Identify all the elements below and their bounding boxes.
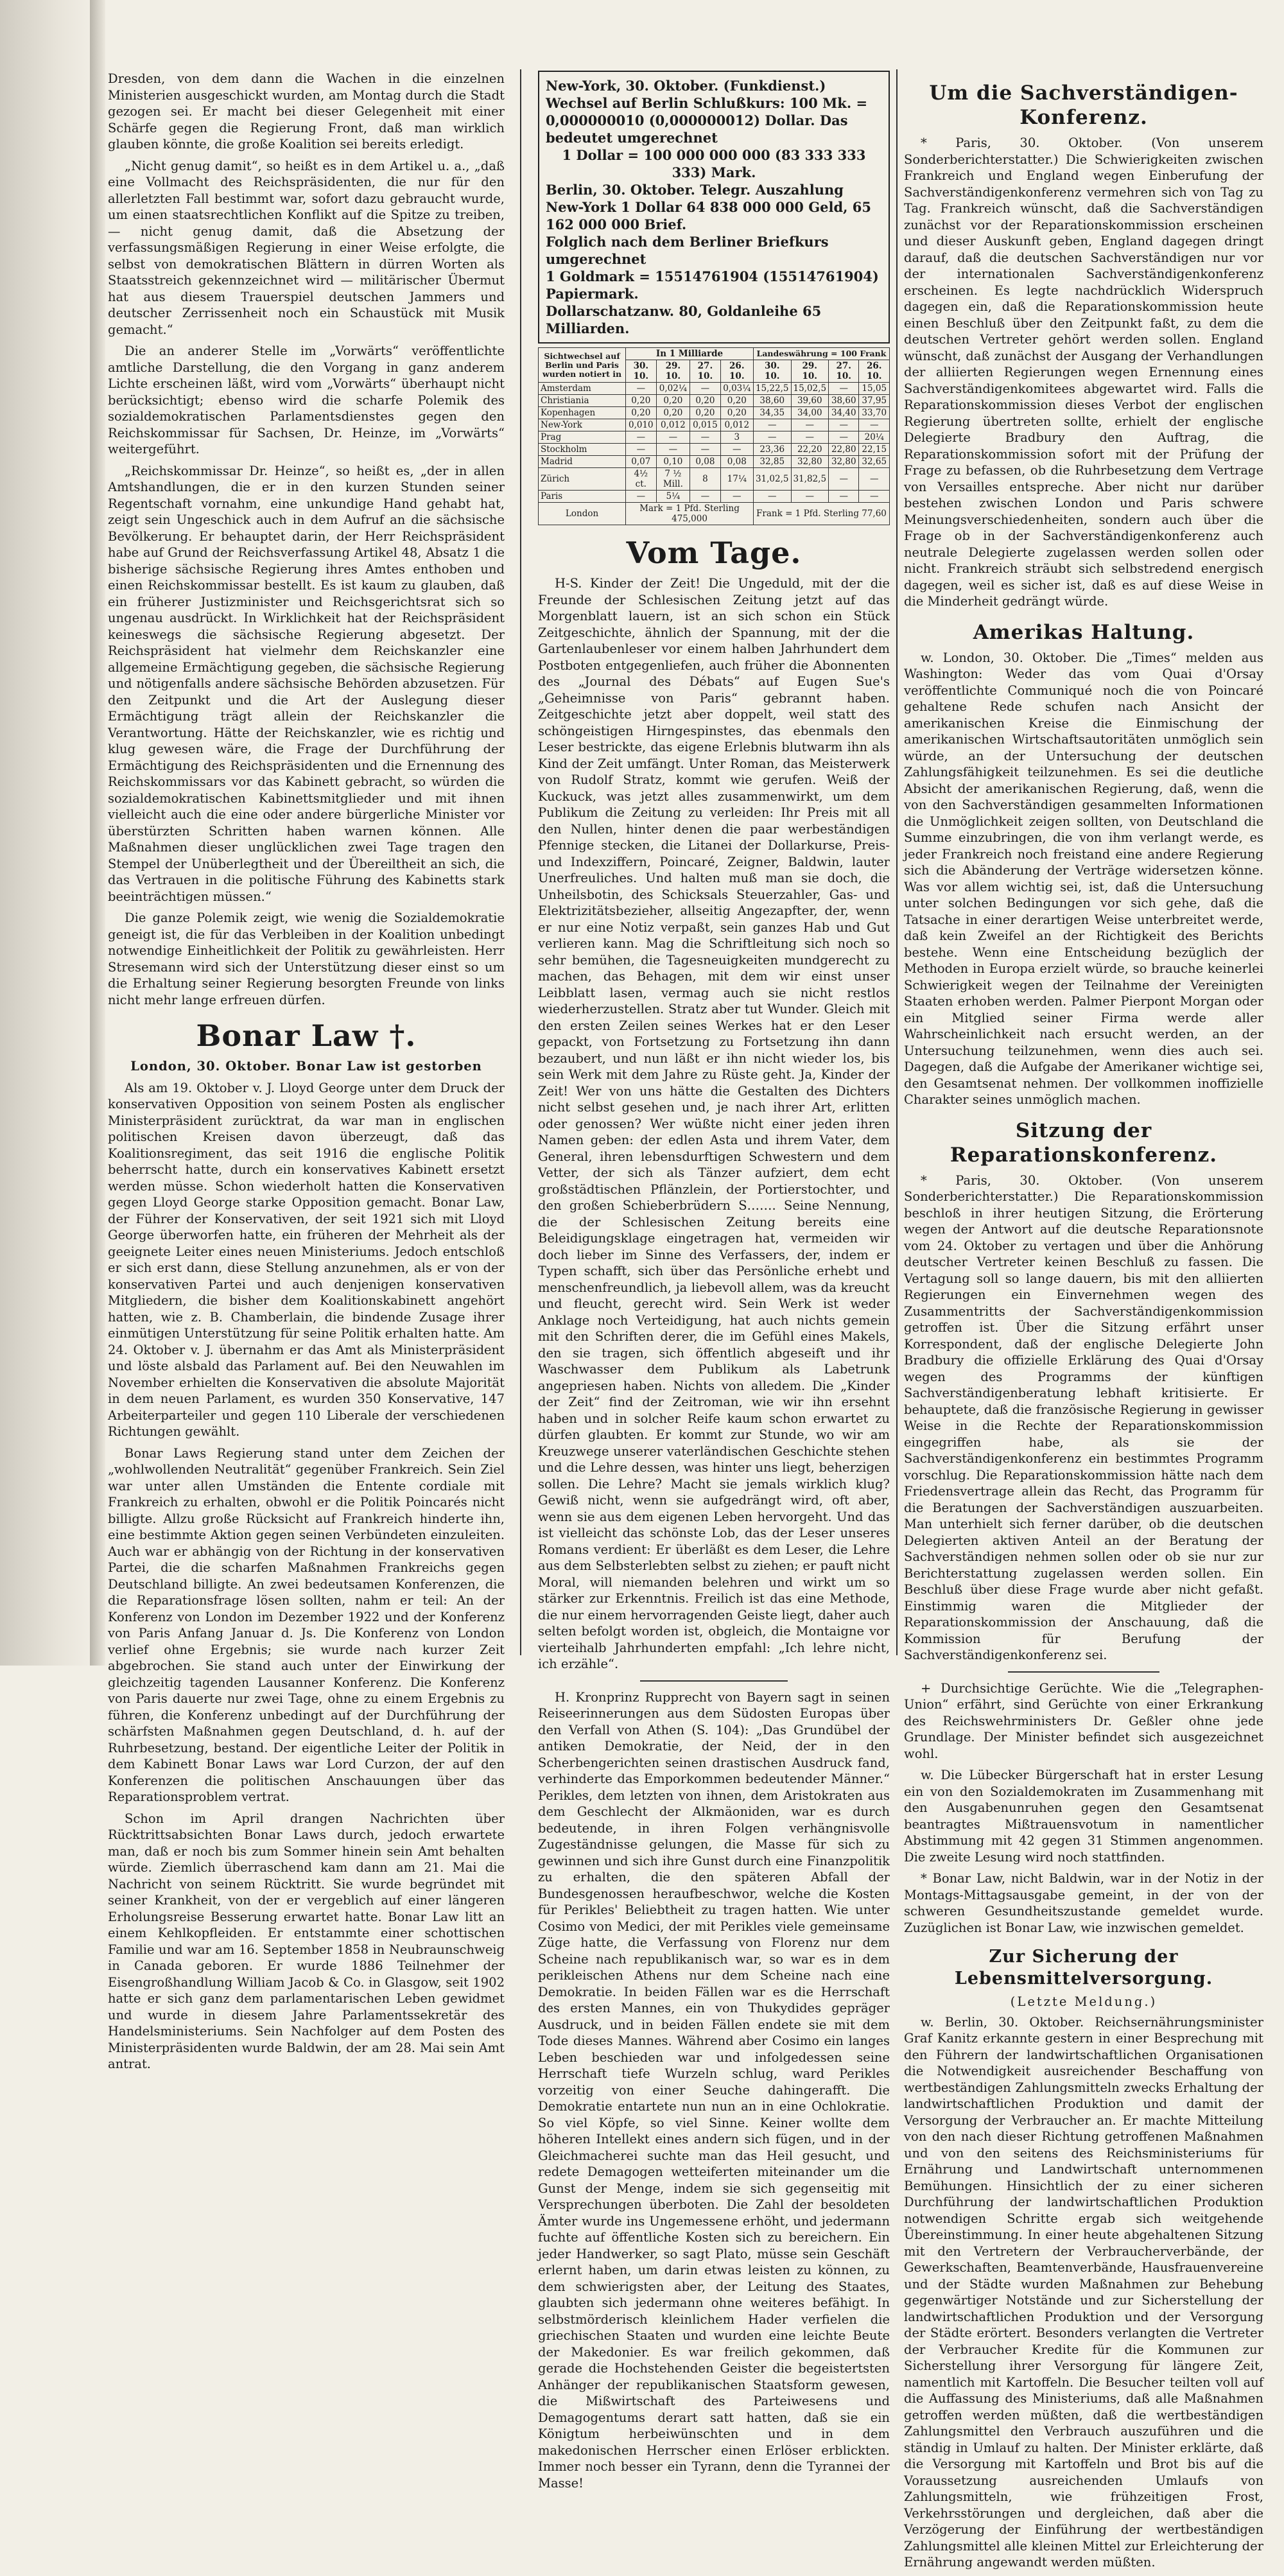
table-header: Sichtwechsel auf Berlin und Paris wurden notiert in (539, 348, 626, 383)
rate-cell: — (626, 491, 656, 503)
rate-cell: 0,10 (656, 456, 690, 468)
rate-cell: 31,02,5 (753, 468, 791, 491)
rate-cell: 34,40 (829, 407, 859, 419)
city-cell: Kopenhagen (539, 407, 626, 419)
rate-cell: 15,02,5 (791, 383, 829, 395)
rate-cell: — (720, 491, 753, 503)
rate-cell: 34,00 (791, 407, 829, 419)
article-paragraph: H-S. Kinder der Zeit! Die Ungeduld, mit der die Freunde der Schlesischen Zeitung jetzt auf das Morgenblatt lauern, ist an sich schon ein Stück Zeitgeschichte, ähnlich der Spannung, mit der die Gartenlaubenleser vor einem halben Jahrhundert dem Postboten entgegenliefen, auch früher die Abonnenten des „Journal des Débats“ auf Eugen Sue's „Geheimnisse von Paris“ gebrannt haben. Zeitgeschichte jetzt aber doppelt, weil statt des schöngeistigen Hirngespinstes, das ebenmals den Leser bestrickte, das eigene Erlebnis blutwarm ihn als Kind der Zeit umfängt. Unter Roman, das Meisterwerk von Rudolf Stratz, kommt wie gerufen. Weiß der Kuckuck, was jetzt alles zusammenwirkt, um dem Publikum die Zeitung zu verleiden: Ihr Preis mit all den Nullen, hinter denen die paar werbeständigen Pfennige stecken, die Litanei der Dollarkurse, Preis- und Indexziffern, Poincaré, Zeigner, Baldwin, lauter Unerfreuliches. Und halten muß man sie doch, die Unheilsbotin, des Schicksals Steuerzahler, Gas- und Elektrizitätsbezieher, allseitig Angezapfter, der, wenn er nur eine Notiz verpaßt, sein ganzes Hab und Gut verlieren kann. Mag die Schriftleitung sich noch so sehr bemühen, die Tagesneuigkeiten mundgerecht zu machen, das Behagen, mit dem wir einst unser Leibblatt lasen, vermag auch sie nicht restlos wiederherzustellen. Stratz aber tut Wunder. Gleich mit den ersten Zeilen seines Werkes hat er den Leser gepackt, von Fortsetzung zu Fortsetzung ihn dann bezaubert, und nun läßt er ihn nicht wieder los, bis sein Werk mit dem Jahre zu Rüste geht. Ja, Kinder der Zeit! Wer von uns hätte die Gestalten des Dichters nicht selbst gesehen und, je nach ihrer Art, erlitten oder genossen? Wer wüßte nicht einer jeden ihren Namen geben: der edlen Asta und ihrem Vater, dem General, ihren lebensdurftigen Schwestern und dem Vetter, der sich als Tänzer aufziert, dem echt großstädtischen Pflänzlein, der Portierstochter, und den großen Schieberbrüdern S……. Seine Nennung, die der Schlesischen Zeitung bereits eine Beleidigungsklage eingetragen hat, vermeiden wir doch lieber im Sinne des Verfassers, der, indem er Typen schafft, sich über das Persönliche erhebt und menschenfreundlich, ja liebevoll allem, was da kreucht und fleucht, gerecht wird. Sein Werk ist weder Anklage noch Verteidigung, hat auch nichts gemein mit den Schriften derer, die im Gefühl eines Makels, den sie tragen, sich öffentlich abgeseift und ihr Waschwasser dem Publikum als Labetrunk angepriesen haben. Nichts von alledem. Die „Kinder der Zeit“ find der Zeitroman, wie wir ihn ersehnt haben und in solcher Reife kaum schon erwartet zu dürfen glaubten. Er kommt zur Stunde, wo wir am Kreuzwege unserer vaterländischen Geschichte stehen und die Lehre dessen, was hinter uns liegt, beherzigen sollen. Die Lehre? Macht sie jemals wirklich klug? Gewiß nicht, wenn sie aufgedrängt wird, oft aber, wenn sie aus dem eigenen Leben hervorgeht. Und das ist vielleicht das schönste Lob, das der Leser unseres Romans verdient: Er überläßt es dem Leser, die Lehre aus dem Selbsterlebten selbst zu ziehen; er pauft nicht Moral, will niemanden belehren und wirkt um so stärker zur Erkenntnis. Freilich ist das eine Methode, die nur einem hervorragenden Geiste liegt, daher auch selten befolgt worden ist, obgleich, die Montaigne vor vierteihalb Jahrhunderten empfahl: „Ich lehre nicht, ich erzähle“. (538, 576, 890, 1671)
rate-cell: 22,20 (791, 444, 829, 456)
city-cell: Christiania (539, 395, 626, 407)
article-paragraph: „Nicht genug damit“, so heißt es in dem Artikel u. a., „daß eine Vollmacht des Reichspräsidenten, die nur für den allerletzten Fall bestimmt war, sofort dazu gebraucht wurde, um einen staatsrechtlichen Konflikt auf die Spitze zu treiben, — nicht genug damit, daß die Absetzung der verfassungsmäßigen Regierung in einer Weise erfolgte, die selbst von demokratischen Blättern in dürren Worten als Staatsstreich gekennzeichnet wird — militärischer Übermut hat aus diesem Trauerspiel deutschen Jammers und deutscher Zerrissenheit noch ein Schaustück mit Musik gemacht.“ (108, 158, 505, 337)
rate-cell: 0,010 (626, 419, 656, 431)
rate-cell: — (829, 468, 859, 491)
city-cell: London (539, 503, 626, 525)
rate-cell: — (690, 383, 720, 395)
rate-cell: — (626, 431, 656, 444)
column-rule-2 (896, 69, 898, 1655)
rate-cell: 37,95 (859, 395, 890, 407)
table-row (539, 431, 890, 444)
rate-cell: 33,70 (859, 407, 890, 419)
rate-cell: — (720, 444, 753, 456)
rate-cell: 0,20 (656, 407, 690, 419)
article-paragraph: Dresden, von dem dann die Wachen in die einzelnen Ministerien ausgeschickt wurden, am Montag durch die Stadt gezogen sei. Er macht bei dieser Gelegenheit mit einer Schärfe gegen die Regierung Front, daß man wirklich glauben könnte, die große Koalition sei bereits erledigt. (108, 71, 505, 152)
rate-cell: 22,80 (829, 444, 859, 456)
rate-cell: — (791, 419, 829, 431)
rate-cell: 32,85 (753, 456, 791, 468)
table-row (539, 407, 890, 419)
city-cell: Stockholm (539, 444, 626, 456)
article-paragraph: Bonar Laws Regierung stand unter dem Zeichen der „wohlwollenden Neutralität“ gegenüber Frankreich. Sein Ziel war unter allen Umständen die Entente cordiale mit Frankreich zu erhalten, obwohl er die Politik Poincarés nicht billigte. Allzu große Rücksicht auf Frankreich hinderte ihn, eine bestimmte Aktion gegen seinen Verbündeten einzuleiten. Auch war er abhängig von der Richtung in der konservativen Partei, die die scharfen Maßnahmen Frankreichs gegen Deutschland billigte. An zwei bedeutsamen Konferenzen, die die Reparationsfrage lösen sollten, nahm er teil: An der Konferenz von London im Dezember 1922 und der Konferenz von Paris Anfang Januar d. Js. Die Konferenz von London verlief ohne Ergebnis; sie wurde nach kurzer Zeit abgebrochen. Sie stand auch unter der Einwirkung der gleichzeitig tagenden Lausanner Konferenz. Die Konferenz von Paris dauerte nur zwei Tage, ohne zu einem Ergebnis zu führen, die Konferenz unbedingt auf der Durchführung der schärfsten Maßnahmen gegen Deutschland, d. h. auf der Ruhrbesetzung, bestand. Der eigentliche Leiter der Politik in dem Kabinett Bonar Laws war Lord Curzon, der auf den Konferenzen die politischen Anschauungen über das Reparationsproblem vertrat. (108, 1445, 505, 1804)
city-cell: Madrid (539, 456, 626, 468)
rate-cell: 0,20 (626, 407, 656, 419)
rate-cell: — (690, 444, 720, 456)
section-divider (1008, 1671, 1159, 1673)
rate-cell: 32,80 (791, 456, 829, 468)
article-paragraph: w. Berlin, 30. Oktober. Reichsernährungsminister Graf Kanitz erkannte gestern in einer Besprechung mit den Führern der landwirtschaftlichen Organisationen die Notwendigkeit ausreichender Beschaffung von wertbeständigen Zahlungsmitteln zwecks Erhaltung der landwirtschaftlichen Produktion und damit der Versorgung der Verbraucher an. Er machte Mitteilung von den nach dieser Richtung getroffenen Maßnahmen und von den seitens des Reichsministeriums für Ernährung und Landwirtschaft unternommenen Bemühungen. Hinsichtlich der zu einer sicheren Durchführung der landwirtschaftlichen Produktion notwendigen Schritte ergab sich weitgehende Übereinstimmung. In einer heute abgehaltenen Sitzung mit den Vertretern der Verbraucherverbände, der Gewerkschaften, Beamtenverbände, Hausfrauenvereine und der Städte wurden Maßnahmen zur Behebung gegenwärtiger Notstände und zur Sicherstellung der landwirtschaftlichen Produktion und der Versorgung der Städte erörtert. Besonders verlangten die Vertreter der Verbraucher Kredite für die Kommunen zur Sicherstellung ihrer Versorgung für längere Zeit, namentlich mit Kartoffeln. Die Besucher teilten voll auf die Auffassung des Ministeriums, daß alle Maßnahmen getroffen werden müßten, daß die wertbeständigen Zahlungsmittel den Verbrauch auszuführen und die ständig in Umlauf zu halten. Der Minister erklärte, daß die Versorgung mit Kartoffeln und Brot bis auf die Voraussetzung ausreichenden Umlaufs von Zahlungsmitteln, wie frühzeitigen Frost, Verkehrsstörungen und dergleichen, daß aber die Verzögerung der Einführung der wertbeständigen Zahlungsmittel alle kleinen Mittel zur Erleichterung der Ernährung angewandt werden müßten. (904, 2014, 1263, 2570)
subheadline: (Letzte Meldung.) (1010, 1994, 1158, 2009)
date-header: 26. 10. (859, 360, 890, 383)
rate-cell: 32,80 (829, 456, 859, 468)
rate-cell: 0,20 (720, 407, 753, 419)
rate-cell: 7 ½ Mill. (656, 468, 690, 491)
rate-cell: 0,015 (690, 419, 720, 431)
rate-cell: — (690, 491, 720, 503)
table-row (539, 491, 890, 503)
rate-cell: 0,02¼ (656, 383, 690, 395)
rate-cell: 5¼ (656, 491, 690, 503)
city-cell: Amsterdam (539, 383, 626, 395)
table-row (539, 383, 890, 395)
rate-cell: 4½ ct. (626, 468, 656, 491)
date-header: 27. 10. (690, 360, 720, 383)
article-paragraph: * Paris, 30. Oktober. (Von unserem Sonderberichterstatter.) Die Schwierigkeiten zwischen Frankreich und England wegen Einberufung der Sachverständigenkonferenz vermehren sich von Tag zu Tag. Frankreich wünscht, daß die Sachverständigen zunächst vor der Reparationskommission erscheinen und dieser Auskunft geben, England dagegen dringt darauf, daß die deutschen Sachverständigen nur vor der internationalen Sachverständigenkonferenz erscheinen. Es legte nachdrücklich Widerspruch dagegen ein, daß die Reparationskommission heute einen Beschluß über den Zeitpunkt faßt, zu dem die deutschen Vertreter gehört werden sollen. England wünscht, daß zunächst der Ausgang der Verhandlungen der alliierten Regierungen wegen Ernennung eines Sachverständigenkomitees abgewartet wird. Falls die Reparationskommission dieses Verbot der englischen Regierung übertreten sollte, erhielt der englische Delegierte Bradbury den Auftrag, die Reparationskommission sofort mit der Prüfung der Frage zu befassen, ob die Ruhrbesetzung dem Vertrage von Versailles entspreche. Aber nicht nur darüber bestehen zwischen London und Paris schwere Meinungsverschiedenheiten, sondern auch über die Frage ob in der Sachverständigenkonferenz auch neutrale Delegierte zugelassen werden sollen oder nicht. Frankreich sträubt sich selbstredend energisch dagegen, weil es sicher ist, daß es auf diese Weise in die Minderheit gedrängt würde. (904, 135, 1263, 609)
city-cell: New-York (539, 419, 626, 431)
rate-cell: 31,82,5 (791, 468, 829, 491)
rate-cell: 0,08 (720, 456, 753, 468)
news-note: + Durchsichtige Gerüchte. Wie die „Telegraphen-Union“ erfährt, sind Gerüchte von einer Erkrankung des Reichswehrministers Dr. Geßler ohne jede Grundlage. Der Minister befindet sich ausgezeichnet wohl. (904, 1680, 1263, 1761)
exchange-rate-box (538, 71, 890, 344)
rate-cell: 0,20 (690, 407, 720, 419)
article-paragraph: Schon im April drangen Nachrichten über Rücktrittsabsichten Bonar Laws durch, jedoch erwartete man, daß er noch bis zum Sommer hinein sein Amt behalten würde. Ziemlich überraschend kam dann am 21. Mai die Nachricht von seinem Rücktritt. Sie wurde begründet mit seiner Krankheit, von der er vergeblich auf einer längeren Erholungsreise Besserung erwartet hatte. Bonar Law litt an einem Kehlkopfleiden. Er entstammte einer schottischen Familie und war am 16. September 1858 in Neubraunschweig in Canada geboren. Er wurde 1886 Teilnehmer der Eisengroßhandlung William Jacob & Co. in Glasgow, seit 1902 hatte er sich ganz dem parlamentarischen Leben gewidmet und wurde in diesem Jahre Parlamentssekretär des Handelsministeriums. Sein Nachfolger auf dem Posten des Ministerpräsidenten wurde Baldwin, der am 28. Mai sein Amt antrat. (108, 1811, 505, 2071)
rate-cell: 0,012 (720, 419, 753, 431)
article-paragraph: w. London, 30. Oktober. Die „Times“ melden aus Washington: Weder das vom Quai d'Orsay veröffentlichte Communiqué noch die von Poincaré gehaltene Rede schufen nach Ansicht der amerikanischen Kreise die Einmischung der amerikanischen Wirtschaftsautoritäten unmöglich sein würde, an der Untersuchung der deutschen Zahlungsfähigkeit teilzunehmen. Es sei die deutliche Absicht der amerikanischen Regierung, daß, wenn die von den Sachverständigen gesammelten Informationen die Unmöglichkeit zeigen sollten, von Deutschland die Summe einzubringen, die von ihm verlangt werde, es jeder Frankreich noch freistand eine andere Regierung sich die Abänderung der Verträge widersetzen könne. Was vor allem wichtig sei, ist, daß die Untersuchung unter solchen Bedingungen vor sich gehe, daß die Tatsache in einer derartigen Weise unterbreitet werde, daß kein Zweifel an der Richtigkeit des Berichts bestehe. Wenn eine Entscheidung bezüglich der Methoden in Europa erzielt würde, so brauche keinerlei Schwierigkeit wegen der Teilnahme der Vereinigten Staaten erhoben werden. Palmer Pierpont Morgan oder ein Mitglied seiner Firma werde aller Wahrscheinlichkeit nach ersucht werden, an der Untersuchung teilzunehmen, wenn dies auch sei. Dagegen, daß die Aufgabe der Amerikaner wichtige sei, den Gesamtsenat nehmen. Der vollkommen inoffizielle Charakter seines unmöglich machen. (904, 650, 1263, 1107)
date-header: 29. 10. (656, 360, 690, 383)
rate-cell: — (626, 444, 656, 456)
rate-cell: — (791, 491, 829, 503)
rate-cell: — (753, 419, 791, 431)
rate-cell: 0,20 (720, 395, 753, 407)
london-mark-cell: Mark = 1 Pfd. Sterling 475,000 (626, 503, 754, 525)
table-row (539, 444, 890, 456)
column-right (904, 71, 1263, 2576)
rate-cell: — (829, 419, 859, 431)
exchange-line: 1 Dollar = 100 000 000 000 (83 333 333 333) Mark. (562, 147, 866, 180)
headline-amerika: Amerikas Haltung. (973, 620, 1195, 644)
rate-cell: 0,08 (690, 456, 720, 468)
book-binding (0, 0, 104, 1666)
dateline: London, 30. Oktober. Bonar Law ist gestorben (130, 1059, 482, 1074)
rate-cell: 8 (690, 468, 720, 491)
table-row (539, 395, 890, 407)
article-paragraph: H. Kronprinz Rupprecht von Bayern sagt in seinen Reiseerinnerungen aus dem Südosten Europas über den Verfall von Athen (S. 104): „Das Grundübel der antiken Demokratie, der Neid, der in den Scherbengerichten seinen drastischen Ausdruck fand, verhinderte das Emporkommen bedeutender Männer.“ Perikles, dem letzten von ihnen, dem Aristokraten aus dem Geschlecht der Alkmäoniden, war es durch bedeutende, in ihren Folgen verhängnisvolle Zugeständnisse gelungen, die Masse für sich zu gewinnen und sich ihre Gunst durch eine Finanzpolitik zu erhalten, die den späteren Abfall der Bundesgenossen heraufbeschwor, welche die Kosten für Perikles' Beliebtheit zu tragen hatten. Wie unter Cosimo von Medici, der mit Perikles viele gemeinsame Züge hatte, die Verfassung von Florenz nur dem Scheine nach republikanisch war, so war es in dem perikleischen Athens nur dem Scheine nach eine Demokratie. In beiden Fällen war es die Herrschaft des ersten Mannes, ein von Thukydides gepräger Ausdruck, und in beiden Fällen endete sie mit dem Tode dieses Mannes. Während aber Cosimo ein langes Leben beschieden war und infolgedessen seine Herrschaft tiefe Wurzeln schlug, ward Perikles vorzeitig von einer Seuche dahingerafft. Die Demokratie entartete nun nun an in eine Ochlokratie. So viel Köpfe, so viel Sinne. Keiner wollte dem höheren Intellekt eines andern sich fügen, und in der Gleichmacherei suchte man das Heil gesucht, und redete Demagogen wetteiferten miteinander um die Gunst der Menge, indem sie sich gegenseitig mit Versprechungen überboten. Die Zahl der besoldeten Ämter wurde ins Ungemessene erhöht, und jedermann fuchte auf öffentliche Kosten sich zu bereichern. Ein jeder Handwerker, so sagt Plato, müsse sein Geschäft erlernt haben, um darin etwas leisten zu können, zu dem schwierigsten aber, der Leitung des Staates, glaubten sich jedermann ohne weiteres befähigt. In selbstmörderisch kleinlichem Hader verfielen die griechischen Staaten und wurden eine leichte Beute der Makedonier. Es war freilich gekommen, daß gerade die Hochstehenden Geister die begeistertsten Anhänger der republikanischen Staatsform gewesen, die Mißwirtschaft des Parteiwesens und Demagogentums derart satt hatten, daß sie ein Königtum herbeiwünschten und in dem makedonischen Herrscher einen Erlöser erblickten. Immer noch besser ein Tyrann, denn die Tyrannei der Masse! (538, 1689, 890, 2491)
rate-cell: 0,012 (656, 419, 690, 431)
table-row (539, 468, 890, 491)
headline-lebensmittel: Zur Sicherung der Lebensmittelversorgung. (954, 1947, 1213, 1989)
date-header: 30. 10. (626, 360, 656, 383)
rate-cell: — (829, 491, 859, 503)
rate-cell: — (753, 491, 791, 503)
article-paragraph: Die ganze Polemik zeigt, wie wenig die Sozialdemokratie geneigt ist, die für das Verbleiben in der Koalition unbedingt notwendige Einheitlichkeit der Politik zu gewährleisten. Herr Stresemann wird sich der Unterstützung dieser einst so um die Erhaltung seiner Regierung besorgten Freunde von links nicht mehr lange erfreuen dürfen. (108, 910, 505, 1007)
exchange-line: Dollarschatzanw. 80, Goldanleihe 65 Milliarden. (546, 303, 822, 336)
news-note: w. Die Lübecker Bürgerschaft hat in erster Lesung ein von den Sozialdemokraten im Zusammenhang mit den Ausgabenunruhen gegen den Gesamtsenat beantragtes Mißtrauensvotum in namentlicher Abstimmung mit 42 gegen 31 Stimmen angenommen. Die zweite Lesung wird noch stattfinden. (904, 1768, 1263, 1865)
rate-cell: 0,03¼ (720, 383, 753, 395)
headline-bonar-law: Bonar Law †. (196, 1018, 417, 1053)
rate-cell: 22,15 (859, 444, 890, 456)
column-left (108, 71, 505, 2078)
table-header: Landeswährung = 100 Frank (753, 348, 889, 360)
city-cell: Paris (539, 491, 626, 503)
rate-cell: — (656, 444, 690, 456)
rate-cell: 15,05 (859, 383, 890, 395)
rate-cell: 38,60 (829, 395, 859, 407)
rate-cell: — (859, 491, 890, 503)
rate-cell: 17¼ (720, 468, 753, 491)
article-paragraph: Die an anderer Stelle im „Vorwärts“ veröffentlichte amtliche Darstellung, die den Vorgang in ganz anderem Lichte erscheinen läßt, wird vom „Vorwärts“ überhaupt nicht berücksichtigt; ebenso wird die scharfe Polemik des sozialdemokratischen Parlamentsdienstes gegen den Reichskommissar für Sachsen, Dr. Heinze, im „Vorwärts“ weitergeführt. (108, 344, 505, 457)
exchange-line: New-York, 30. Oktober. (Funkdienst.) Wechsel auf Berlin Schlußkurs: 100 Mk. = 0,000000010 (0,000000012) Dollar. Das bedeutet umgerechnet (546, 78, 868, 146)
rate-cell: — (656, 431, 690, 444)
rate-cell: — (626, 383, 656, 395)
table-header: In 1 Milliarde (626, 348, 754, 360)
rate-cell: 0,20 (656, 395, 690, 407)
date-header: 30. 10. (753, 360, 791, 383)
rate-cell: 32,65 (859, 456, 890, 468)
rate-cell: 39,60 (791, 395, 829, 407)
rate-cell: 0,07 (626, 456, 656, 468)
exchange-line: Folglich nach dem Berliner Briefkurs umgerechnet (546, 234, 829, 267)
section-divider (640, 1680, 788, 1682)
rate-cell: 3 (720, 431, 753, 444)
rate-cell: 20¼ (859, 431, 890, 444)
article-paragraph: „Reichskommissar Dr. Heinze“, so heißt es, „der in allen Amtshandlungen, die er in den kurzen Stunden seiner Regentschaft vornahm, eine unkundige Hand gehabt hat, zeigt sein Ungeschick auch in dem Aufruf an die sächsische Bevölkerung. Er behauptet darin, der Herr Reichspräsident habe auf Grund der Reichsverfassung Artikel 48, Absatz 1 die bisherige sächsische Regierung ihres Amtes enthoben und einen Reichskommissar bestellt. Es ist kaum zu glauben, daß ein früherer Justizminister und Reichsgerichtsrat sich so ungenau ausdrückt. In Wirklichkeit hat der Reichspräsident keineswegs die sächsische Regierung abgesetzt. Der Reichspräsident hat vielmehr dem Reichskanzler eine allgemeine Ermächtigung gegeben, die sächsische Regierung und nötigenfalls andere sächsische Behörden abzusetzen. Für den Zeitpunkt und die Art der Auslegung dieser Ermächtigung trägt allein der Reichskanzler die Verantwortung. Hätte der Reichskanzler, wie es richtig und klug gewesen wäre, die Frage der Durchführung der Ermächtigung des Reichspräsidenten und die Ernennung des Reichskommissars vor das Kabinett gebracht, so würden die sozialdemokratischen Kabinettsmitglieder und mit ihnen vielleicht auch die eine oder andere bürgerliche Minister vor überstürzten Schritten haben warnen können. Alle Maßnahmen dieser unglücklichen zwei Tage tragen den Stempel der Unüberlegtheit und der Übereiltheit an sich, die das Vertrauen in die politische Führung des Kabinetts stark beeinträchtigen müssen.“ (108, 463, 505, 904)
table-row (539, 456, 890, 468)
city-cell: Zürich (539, 468, 626, 491)
rate-cell: — (859, 419, 890, 431)
column-rule-1 (520, 69, 521, 1655)
column-middle (538, 71, 890, 2496)
headline-sachverstaendigen: Um die Sachverständigen-Konferenz. (929, 82, 1238, 129)
exchange-table (538, 347, 890, 525)
headline-vom-tage: Vom Tage. (626, 535, 802, 570)
rate-cell: 38,60 (753, 395, 791, 407)
london-frank-cell: Frank = 1 Pfd. Sterling 77,60 (753, 503, 889, 525)
exchange-line: Berlin, 30. Oktober. Telegr. Auszahlung New-York 1 Dollar 64 838 000 000 Geld, 65 162 000 000 Brief. (546, 182, 871, 232)
rate-cell: — (829, 431, 859, 444)
rate-cell: 34,35 (753, 407, 791, 419)
table-row (539, 419, 890, 431)
rate-cell: — (690, 431, 720, 444)
table-row-london (539, 503, 890, 525)
date-header: 26. 10. (720, 360, 753, 383)
page-fold (90, 0, 105, 1666)
rate-cell: — (791, 431, 829, 444)
rate-cell: 15,22,5 (753, 383, 791, 395)
rate-cell: 0,20 (690, 395, 720, 407)
rate-cell: 23,36 (753, 444, 791, 456)
rate-cell: — (753, 431, 791, 444)
city-cell: Prag (539, 431, 626, 444)
headline-sitzung: Sitzung der Reparationskonferenz. (950, 1118, 1218, 1167)
date-header: 27. 10. (829, 360, 859, 383)
rate-cell: — (829, 383, 859, 395)
news-note: * Bonar Law, nicht Baldwin, war in der Notiz in der Montags-Mittagsausgabe gemeint, in der von der schweren Gesundheitszustande gemeldet wurde. Zuzüglichen ist Bonar Law, wie inzwischen gemeldet. (904, 1871, 1263, 1935)
article-paragraph: Als am 19. Oktober v. J. Lloyd George unter dem Druck der konservativen Opposition von seinem Posten als englischer Ministerpräsident zurücktrat, da war man in englischen politischen Kreisen davon überzeugt, daß das Koalitionsregiment, das seit 1916 die englische Politik beherrscht hatte, durch ein konservatives Kabinett ersetzt werden müsse. Schon wiederholt hatten die Konservativen gegen Lloyd George starke Opposition gemacht. Bonar Law, der Führer der Konservativen, der seit 1921 sich mit Lloyd George überworfen hatte, ein früheren der Mehrheit als der geeignete Leiter eines neuen Ministeriums. Jedoch entschloß er sich erst dann, diese Stellung anzunehmen, als er von der konservativen Partei und auch denjenigen konservativen Mitgliedern, die bisher dem Koalitionskabinett angehört hatten, wie z. B. Chamberlain, die bindende Zusage ihrer einmütigen Unterstützung für seine Politik erhalten hatte. Am 24. Oktober v. J. übernahm er das Amt als Ministerpräsident und löste alsbald das Parlament auf. Bei den Neuwahlen im November erhielten die Konservativen die absolute Majorität in dem neuen Parlament, es wurden 350 Konservative, 147 Arbeiterparteiler und gegen 110 Liberale der verschiedenen Richtungen gewählt. (108, 1080, 505, 1439)
exchange-line: 1 Goldmark = 15514761904 (15514761904) Papiermark. (546, 268, 879, 302)
rate-cell: 0,20 (626, 395, 656, 407)
rate-cell: — (859, 468, 890, 491)
article-paragraph: * Paris, 30. Oktober. (Von unserem Sonderberichterstatter.) Die Reparationskommission beschloß in ihrer heutigen Sitzung, die Erörterung wegen der Antwort auf die deutsche Reparationsnote vom 24. Oktober zu vertagen und über die Anhörung deutscher Vertreter keinen Beschluß zu fassen. Die Vertagung soll so lange dauern, bis mit den alliierten Regierungen ein Einvernehmen wegen des Zusammentritts der Sachverständigenkommission getroffen ist. Über die Sitzung erfährt unser Korrespondent, daß der englische Delegierte John Bradbury die offizielle Erklärung des Quai d'Orsay wegen des Programms der künftigen Sachverständigenberatung lebhaft kritisierte. Er behauptete, daß die französische Regierung in gewisser Weise in die Rechte der Reparationskommission eingegriffen habe, als sie der Sachverständigenkonferenz ein bestimmtes Programm vorschlug. Die Reparationskommission hätte nach dem Friedensvertrage allein das Recht, das Programm für die Beratungen der Sachverständigen auszuarbeiten. Man unterhielt sich ferner darüber, ob die deutschen Delegierten aktiven Anteil an der Beratung der Sachverständigen nehmen sollen oder ob sie nur zur Berichterstattung zugelassen werden sollen. Ein Beschluß über diese Frage wurde aber nicht gefaßt. Einstimmig waren die Mitglieder der Reparationskommission der Anschauung, daß die Kommission für Berufung der Sachverständigenkonferenz sei. (904, 1172, 1263, 1662)
date-header: 29. 10. (791, 360, 829, 383)
